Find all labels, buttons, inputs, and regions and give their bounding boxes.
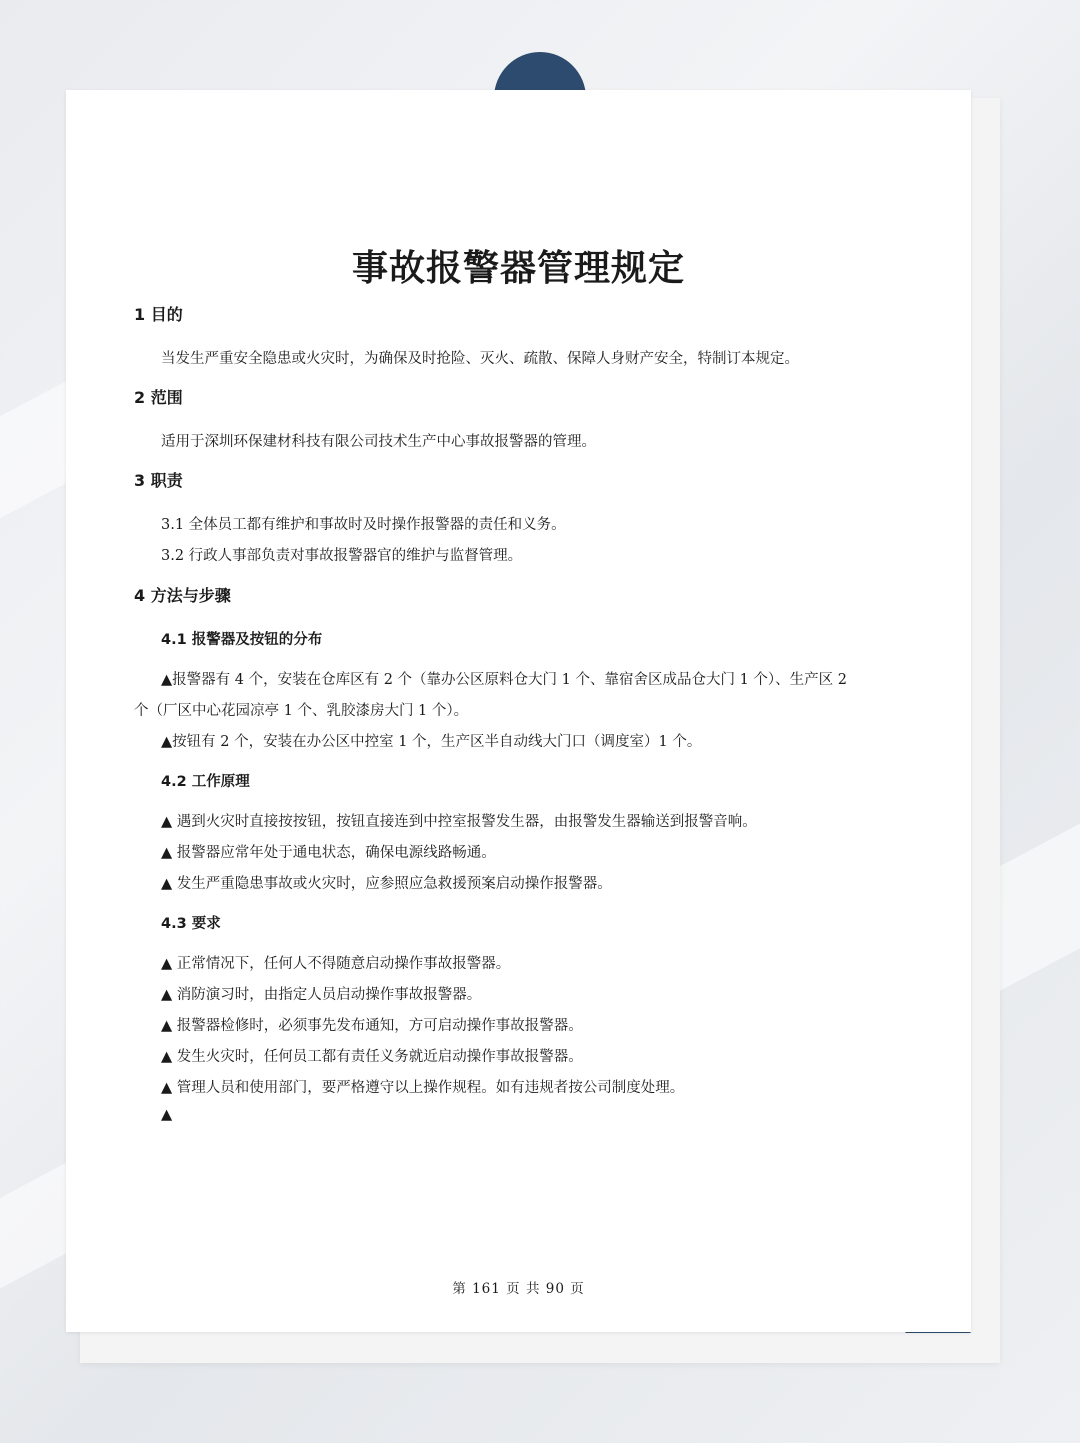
document-title: 事故报警器管理规定: [351, 248, 685, 289]
requirement-item: ▲ 报警器检修时，必须事先发布通知，方可启动操作事故报警器。: [161, 1018, 583, 1034]
subsection-heading-distribution: 4.1 报警器及按钮的分布: [161, 632, 323, 648]
section-heading-scope: 2 范围: [134, 388, 183, 407]
section-heading-purpose: 1 目的: [134, 305, 183, 324]
distribution-line: 个（厂区中心花园凉亭 1 个、乳胶漆房大门 1 个）。: [134, 703, 469, 719]
subsection-heading-requirements: 4.3 要求: [161, 916, 221, 932]
principle-item: ▲ 发生严重隐患事故或火灾时，应参照应急救援预案启动操作报警器。: [161, 876, 612, 892]
distribution-line: ▲报警器有 4 个，安装在仓库区有 2 个（靠办公区原料仓大门 1 个、靠宿舍区成品仓大门 1 个）、生产区 2: [161, 672, 848, 688]
page-footer: 第 161 页 共 90 页: [452, 1281, 585, 1297]
section-text-scope: 适用于深圳环保建材科技有限公司技术生产中心事故报警器的管理。: [161, 434, 596, 450]
requirement-item: ▲ 管理人员和使用部门，要严格遵守以上操作规程。如有违规者按公司制度处理。: [161, 1080, 685, 1096]
requirement-item: ▲ 正常情况下，任何人不得随意启动操作事故报警器。: [161, 956, 511, 972]
principle-item: ▲ 报警器应常年处于通电状态，确保电源线路畅通。: [161, 845, 496, 861]
requirement-item: ▲: [161, 1107, 173, 1123]
section-heading-duties: 3 职责: [134, 471, 183, 490]
requirement-item: ▲ 消防演习时，由指定人员启动操作事故报警器。: [161, 987, 482, 1003]
duty-item: 3.2 行政人事部负责对事故报警器官的维护与监督管理。: [161, 548, 523, 564]
requirement-item: ▲ 发生火灾时，任何员工都有责任义务就近启动操作事故报警器。: [161, 1049, 583, 1065]
subsection-heading-principle: 4.2 工作原理: [161, 774, 250, 790]
section-heading-methods: 4 方法与步骤: [134, 586, 231, 605]
duty-item: 3.1 全体员工都有维护和事故时及时操作报警器的责任和义务。: [161, 517, 566, 533]
document-page: [66, 90, 971, 1332]
principle-item: ▲ 遇到火灾时直接按按钮，按钮直接连到中控室报警发生器，由报警发生器输送到报警音响。: [161, 814, 757, 830]
section-text-purpose: 当发生严重安全隐患或火灾时，为确保及时抢险、灭火、疏散、保障人身财产安全，特制订本规定。: [161, 351, 799, 367]
distribution-line: ▲按钮有 2 个，安装在办公区中控室 1 个，生产区半自动线大门口（调度室）1 个。: [161, 734, 702, 750]
